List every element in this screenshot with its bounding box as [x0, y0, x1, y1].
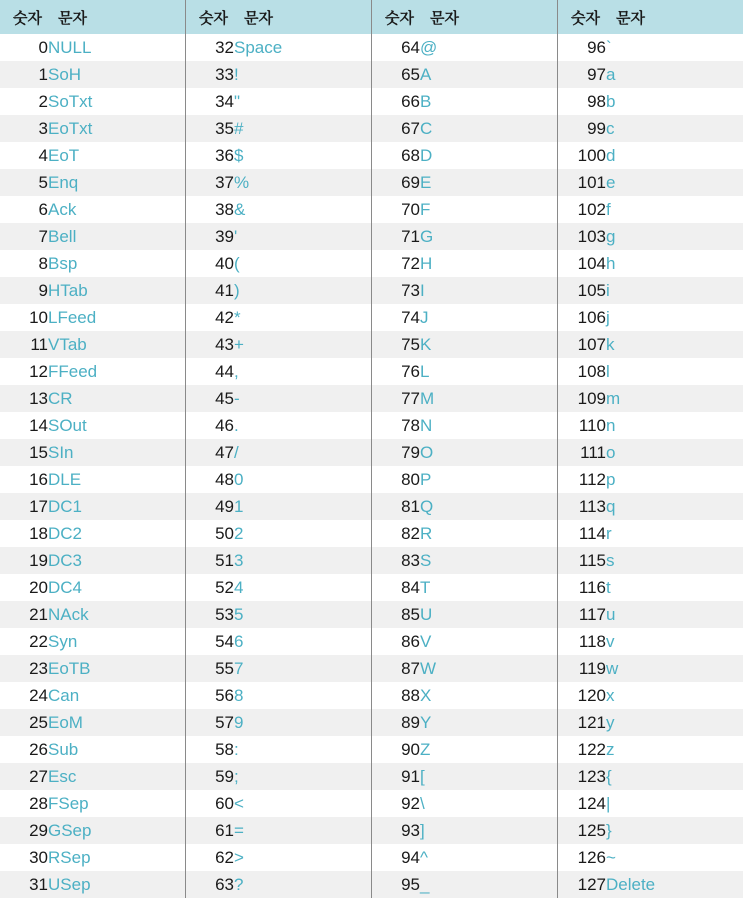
cell-character: Bsp — [48, 250, 185, 277]
cell-number: 127 — [558, 871, 606, 898]
cell-number: 122 — [558, 736, 606, 763]
table-row — [0, 358, 743, 385]
cell-character: Delete — [606, 871, 743, 898]
cell-character: 4 — [234, 574, 371, 601]
cell-number: 8 — [0, 250, 48, 277]
table-row — [0, 520, 743, 547]
cell-number: 35 — [186, 115, 234, 142]
cell-number: 83 — [372, 547, 420, 574]
table-row — [0, 493, 743, 520]
cell-character: ] — [420, 817, 557, 844]
cell-character: g — [606, 223, 743, 250]
table-row — [0, 412, 743, 439]
cell-number: 59 — [186, 763, 234, 790]
cell-number: 20 — [0, 574, 48, 601]
cell-number: 85 — [372, 601, 420, 628]
header-character-2: 문자 — [234, 0, 371, 34]
cell-character: Y — [420, 709, 557, 736]
cell-character: HTab — [48, 277, 185, 304]
cell-number: 105 — [558, 277, 606, 304]
cell-number: 68 — [372, 142, 420, 169]
cell-character: U — [420, 601, 557, 628]
cell-number: 19 — [0, 547, 48, 574]
cell-number: 27 — [0, 763, 48, 790]
cell-number: 93 — [372, 817, 420, 844]
cell-number: 76 — [372, 358, 420, 385]
cell-character: T — [420, 574, 557, 601]
cell-number: 100 — [558, 142, 606, 169]
cell-number: 58 — [186, 736, 234, 763]
cell-character: ' — [234, 223, 371, 250]
header-row — [0, 0, 743, 34]
cell-character: DC2 — [48, 520, 185, 547]
table-row — [0, 196, 743, 223]
cell-character: q — [606, 493, 743, 520]
cell-character: f — [606, 196, 743, 223]
cell-character: d — [606, 142, 743, 169]
cell-character: LFeed — [48, 304, 185, 331]
cell-number: 97 — [558, 61, 606, 88]
cell-character: EoTB — [48, 655, 185, 682]
cell-character: 5 — [234, 601, 371, 628]
cell-character: 8 — [234, 682, 371, 709]
cell-number: 78 — [372, 412, 420, 439]
cell-character: EoM — [48, 709, 185, 736]
cell-number: 75 — [372, 331, 420, 358]
cell-number: 61 — [186, 817, 234, 844]
cell-number: 56 — [186, 682, 234, 709]
cell-character: N — [420, 412, 557, 439]
cell-character: S — [420, 547, 557, 574]
cell-character: DC1 — [48, 493, 185, 520]
cell-number: 90 — [372, 736, 420, 763]
cell-character: Bell — [48, 223, 185, 250]
cell-character: M — [420, 385, 557, 412]
cell-character: R — [420, 520, 557, 547]
cell-number: 115 — [558, 547, 606, 574]
cell-character: { — [606, 763, 743, 790]
cell-character: % — [234, 169, 371, 196]
cell-number: 82 — [372, 520, 420, 547]
cell-number: 60 — [186, 790, 234, 817]
cell-number: 0 — [0, 34, 48, 61]
cell-number: 81 — [372, 493, 420, 520]
cell-number: 22 — [0, 628, 48, 655]
table-row — [0, 682, 743, 709]
table-row — [0, 547, 743, 574]
cell-character: < — [234, 790, 371, 817]
cell-character: USep — [48, 871, 185, 898]
cell-number: 45 — [186, 385, 234, 412]
table-row — [0, 34, 743, 61]
cell-character: Space — [234, 34, 371, 61]
cell-number: 112 — [558, 466, 606, 493]
table-row — [0, 466, 743, 493]
header-number-1: 숫자 — [0, 0, 48, 34]
cell-character: ` — [606, 34, 743, 61]
cell-number: 17 — [0, 493, 48, 520]
header-character-1: 문자 — [48, 0, 185, 34]
cell-character: * — [234, 304, 371, 331]
cell-character: + — [234, 331, 371, 358]
table-row — [0, 115, 743, 142]
cell-character: ( — [234, 250, 371, 277]
cell-character: B — [420, 88, 557, 115]
cell-number: 43 — [186, 331, 234, 358]
cell-number: 5 — [0, 169, 48, 196]
cell-character: 2 — [234, 520, 371, 547]
cell-character: ; — [234, 763, 371, 790]
header-character-3: 문자 — [420, 0, 557, 34]
cell-character: s — [606, 547, 743, 574]
cell-character: / — [234, 439, 371, 466]
cell-character: c — [606, 115, 743, 142]
table-row — [0, 628, 743, 655]
cell-number: 33 — [186, 61, 234, 88]
cell-number: 2 — [0, 88, 48, 115]
cell-character: Q — [420, 493, 557, 520]
cell-character: 9 — [234, 709, 371, 736]
cell-character: L — [420, 358, 557, 385]
cell-character: ) — [234, 277, 371, 304]
cell-character: D — [420, 142, 557, 169]
cell-number: 3 — [0, 115, 48, 142]
cell-character: a — [606, 61, 743, 88]
cell-number: 106 — [558, 304, 606, 331]
table-row — [0, 763, 743, 790]
table-row — [0, 601, 743, 628]
cell-character: C — [420, 115, 557, 142]
cell-character: SOut — [48, 412, 185, 439]
cell-number: 16 — [0, 466, 48, 493]
cell-character: P — [420, 466, 557, 493]
cell-number: 46 — [186, 412, 234, 439]
table-row — [0, 169, 743, 196]
cell-number: 44 — [186, 358, 234, 385]
table-row — [0, 88, 743, 115]
cell-character: SoTxt — [48, 88, 185, 115]
cell-character: n — [606, 412, 743, 439]
table-row — [0, 817, 743, 844]
cell-number: 6 — [0, 196, 48, 223]
cell-number: 108 — [558, 358, 606, 385]
cell-character: W — [420, 655, 557, 682]
cell-number: 119 — [558, 655, 606, 682]
cell-character: = — [234, 817, 371, 844]
cell-character: , — [234, 358, 371, 385]
cell-number: 67 — [372, 115, 420, 142]
table-row — [0, 304, 743, 331]
cell-number: 84 — [372, 574, 420, 601]
table-row — [0, 844, 743, 871]
cell-number: 73 — [372, 277, 420, 304]
cell-number: 14 — [0, 412, 48, 439]
cell-number: 89 — [372, 709, 420, 736]
cell-character: Syn — [48, 628, 185, 655]
cell-number: 23 — [0, 655, 48, 682]
cell-character: X — [420, 682, 557, 709]
cell-number: 74 — [372, 304, 420, 331]
cell-number: 32 — [186, 34, 234, 61]
cell-number: 111 — [558, 439, 606, 466]
cell-number: 116 — [558, 574, 606, 601]
cell-number: 104 — [558, 250, 606, 277]
table-row — [0, 439, 743, 466]
cell-character: V — [420, 628, 557, 655]
cell-number: 42 — [186, 304, 234, 331]
cell-character: > — [234, 844, 371, 871]
cell-number: 107 — [558, 331, 606, 358]
cell-number: 13 — [0, 385, 48, 412]
cell-character: GSep — [48, 817, 185, 844]
cell-character: r — [606, 520, 743, 547]
cell-character: ? — [234, 871, 371, 898]
cell-number: 98 — [558, 88, 606, 115]
cell-number: 123 — [558, 763, 606, 790]
cell-character: G — [420, 223, 557, 250]
cell-character: _ — [420, 871, 557, 898]
cell-character: b — [606, 88, 743, 115]
cell-number: 114 — [558, 520, 606, 547]
cell-number: 37 — [186, 169, 234, 196]
cell-character: : — [234, 736, 371, 763]
cell-number: 101 — [558, 169, 606, 196]
cell-number: 4 — [0, 142, 48, 169]
cell-character: NAck — [48, 601, 185, 628]
cell-character: 1 — [234, 493, 371, 520]
cell-number: 38 — [186, 196, 234, 223]
cell-character: w — [606, 655, 743, 682]
cell-character: h — [606, 250, 743, 277]
cell-character: p — [606, 466, 743, 493]
cell-character: u — [606, 601, 743, 628]
cell-number: 30 — [0, 844, 48, 871]
cell-character: I — [420, 277, 557, 304]
cell-number: 125 — [558, 817, 606, 844]
cell-number: 87 — [372, 655, 420, 682]
cell-number: 120 — [558, 682, 606, 709]
cell-number: 28 — [0, 790, 48, 817]
cell-character: m — [606, 385, 743, 412]
cell-number: 55 — [186, 655, 234, 682]
cell-character: y — [606, 709, 743, 736]
table-row — [0, 61, 743, 88]
cell-character: & — [234, 196, 371, 223]
cell-number: 15 — [0, 439, 48, 466]
cell-character: VTab — [48, 331, 185, 358]
table-row — [0, 736, 743, 763]
cell-number: 124 — [558, 790, 606, 817]
cell-character: DC4 — [48, 574, 185, 601]
cell-character: Z — [420, 736, 557, 763]
cell-character: } — [606, 817, 743, 844]
cell-number: 113 — [558, 493, 606, 520]
cell-character: Enq — [48, 169, 185, 196]
cell-number: 62 — [186, 844, 234, 871]
cell-number: 88 — [372, 682, 420, 709]
cell-character: E — [420, 169, 557, 196]
cell-character: | — [606, 790, 743, 817]
cell-number: 71 — [372, 223, 420, 250]
cell-number: 95 — [372, 871, 420, 898]
cell-character: . — [234, 412, 371, 439]
cell-number: 118 — [558, 628, 606, 655]
cell-number: 52 — [186, 574, 234, 601]
cell-number: 64 — [372, 34, 420, 61]
cell-number: 47 — [186, 439, 234, 466]
table-row — [0, 223, 743, 250]
cell-number: 72 — [372, 250, 420, 277]
cell-character: z — [606, 736, 743, 763]
cell-number: 94 — [372, 844, 420, 871]
table-row — [0, 331, 743, 358]
cell-character: ~ — [606, 844, 743, 871]
cell-number: 29 — [0, 817, 48, 844]
cell-character: ^ — [420, 844, 557, 871]
cell-number: 121 — [558, 709, 606, 736]
header-number-2: 숫자 — [186, 0, 234, 34]
header-number-4: 숫자 — [558, 0, 606, 34]
cell-number: 70 — [372, 196, 420, 223]
cell-number: 109 — [558, 385, 606, 412]
cell-character: EoTxt — [48, 115, 185, 142]
cell-character: e — [606, 169, 743, 196]
cell-number: 102 — [558, 196, 606, 223]
cell-character: 6 — [234, 628, 371, 655]
cell-number: 96 — [558, 34, 606, 61]
cell-number: 24 — [0, 682, 48, 709]
cell-character: FFeed — [48, 358, 185, 385]
cell-number: 26 — [0, 736, 48, 763]
cell-number: 110 — [558, 412, 606, 439]
cell-character: ! — [234, 61, 371, 88]
table-row — [0, 871, 743, 898]
table-row — [0, 142, 743, 169]
cell-number: 21 — [0, 601, 48, 628]
cell-character: - — [234, 385, 371, 412]
cell-number: 77 — [372, 385, 420, 412]
cell-character: v — [606, 628, 743, 655]
cell-character: o — [606, 439, 743, 466]
cell-character: K — [420, 331, 557, 358]
cell-number: 50 — [186, 520, 234, 547]
cell-number: 51 — [186, 547, 234, 574]
cell-character: Ack — [48, 196, 185, 223]
cell-character: F — [420, 196, 557, 223]
cell-character: # — [234, 115, 371, 142]
cell-character: Esc — [48, 763, 185, 790]
cell-number: 25 — [0, 709, 48, 736]
cell-number: 39 — [186, 223, 234, 250]
cell-number: 99 — [558, 115, 606, 142]
cell-number: 57 — [186, 709, 234, 736]
cell-number: 117 — [558, 601, 606, 628]
cell-number: 31 — [0, 871, 48, 898]
cell-character: i — [606, 277, 743, 304]
table-row — [0, 790, 743, 817]
table-row — [0, 385, 743, 412]
cell-character: j — [606, 304, 743, 331]
cell-number: 11 — [0, 331, 48, 358]
cell-character: EoT — [48, 142, 185, 169]
cell-number: 7 — [0, 223, 48, 250]
cell-number: 66 — [372, 88, 420, 115]
cell-number: 126 — [558, 844, 606, 871]
table-row — [0, 250, 743, 277]
cell-character: Can — [48, 682, 185, 709]
cell-character: \ — [420, 790, 557, 817]
cell-number: 36 — [186, 142, 234, 169]
cell-character: t — [606, 574, 743, 601]
cell-number: 48 — [186, 466, 234, 493]
cell-character: NULL — [48, 34, 185, 61]
cell-number: 92 — [372, 790, 420, 817]
table-header — [0, 0, 743, 34]
cell-character: SIn — [48, 439, 185, 466]
cell-number: 40 — [186, 250, 234, 277]
cell-number: 49 — [186, 493, 234, 520]
table-row — [0, 709, 743, 736]
header-character-4: 문자 — [606, 0, 743, 34]
table-row — [0, 574, 743, 601]
table-row — [0, 277, 743, 304]
header-number-3: 숫자 — [372, 0, 420, 34]
cell-number: 63 — [186, 871, 234, 898]
cell-character: J — [420, 304, 557, 331]
table-body — [0, 34, 743, 898]
cell-number: 103 — [558, 223, 606, 250]
cell-character: RSep — [48, 844, 185, 871]
cell-number: 41 — [186, 277, 234, 304]
cell-character: O — [420, 439, 557, 466]
cell-character: A — [420, 61, 557, 88]
cell-number: 53 — [186, 601, 234, 628]
cell-character: k — [606, 331, 743, 358]
cell-character: " — [234, 88, 371, 115]
cell-character: CR — [48, 385, 185, 412]
cell-number: 12 — [0, 358, 48, 385]
table-row — [0, 655, 743, 682]
cell-character: DC3 — [48, 547, 185, 574]
cell-number: 65 — [372, 61, 420, 88]
cell-character: Sub — [48, 736, 185, 763]
cell-number: 34 — [186, 88, 234, 115]
cell-character: x — [606, 682, 743, 709]
cell-character: DLE — [48, 466, 185, 493]
cell-number: 86 — [372, 628, 420, 655]
cell-character: l — [606, 358, 743, 385]
cell-number: 10 — [0, 304, 48, 331]
cell-number: 9 — [0, 277, 48, 304]
cell-character: SoH — [48, 61, 185, 88]
cell-character: 0 — [234, 466, 371, 493]
cell-number: 91 — [372, 763, 420, 790]
cell-number: 80 — [372, 466, 420, 493]
cell-number: 1 — [0, 61, 48, 88]
cell-character: FSep — [48, 790, 185, 817]
cell-character: H — [420, 250, 557, 277]
cell-character: 7 — [234, 655, 371, 682]
cell-character: $ — [234, 142, 371, 169]
cell-number: 54 — [186, 628, 234, 655]
cell-character: 3 — [234, 547, 371, 574]
cell-character: @ — [420, 34, 557, 61]
cell-number: 18 — [0, 520, 48, 547]
cell-character: [ — [420, 763, 557, 790]
cell-number: 79 — [372, 439, 420, 466]
cell-number: 69 — [372, 169, 420, 196]
